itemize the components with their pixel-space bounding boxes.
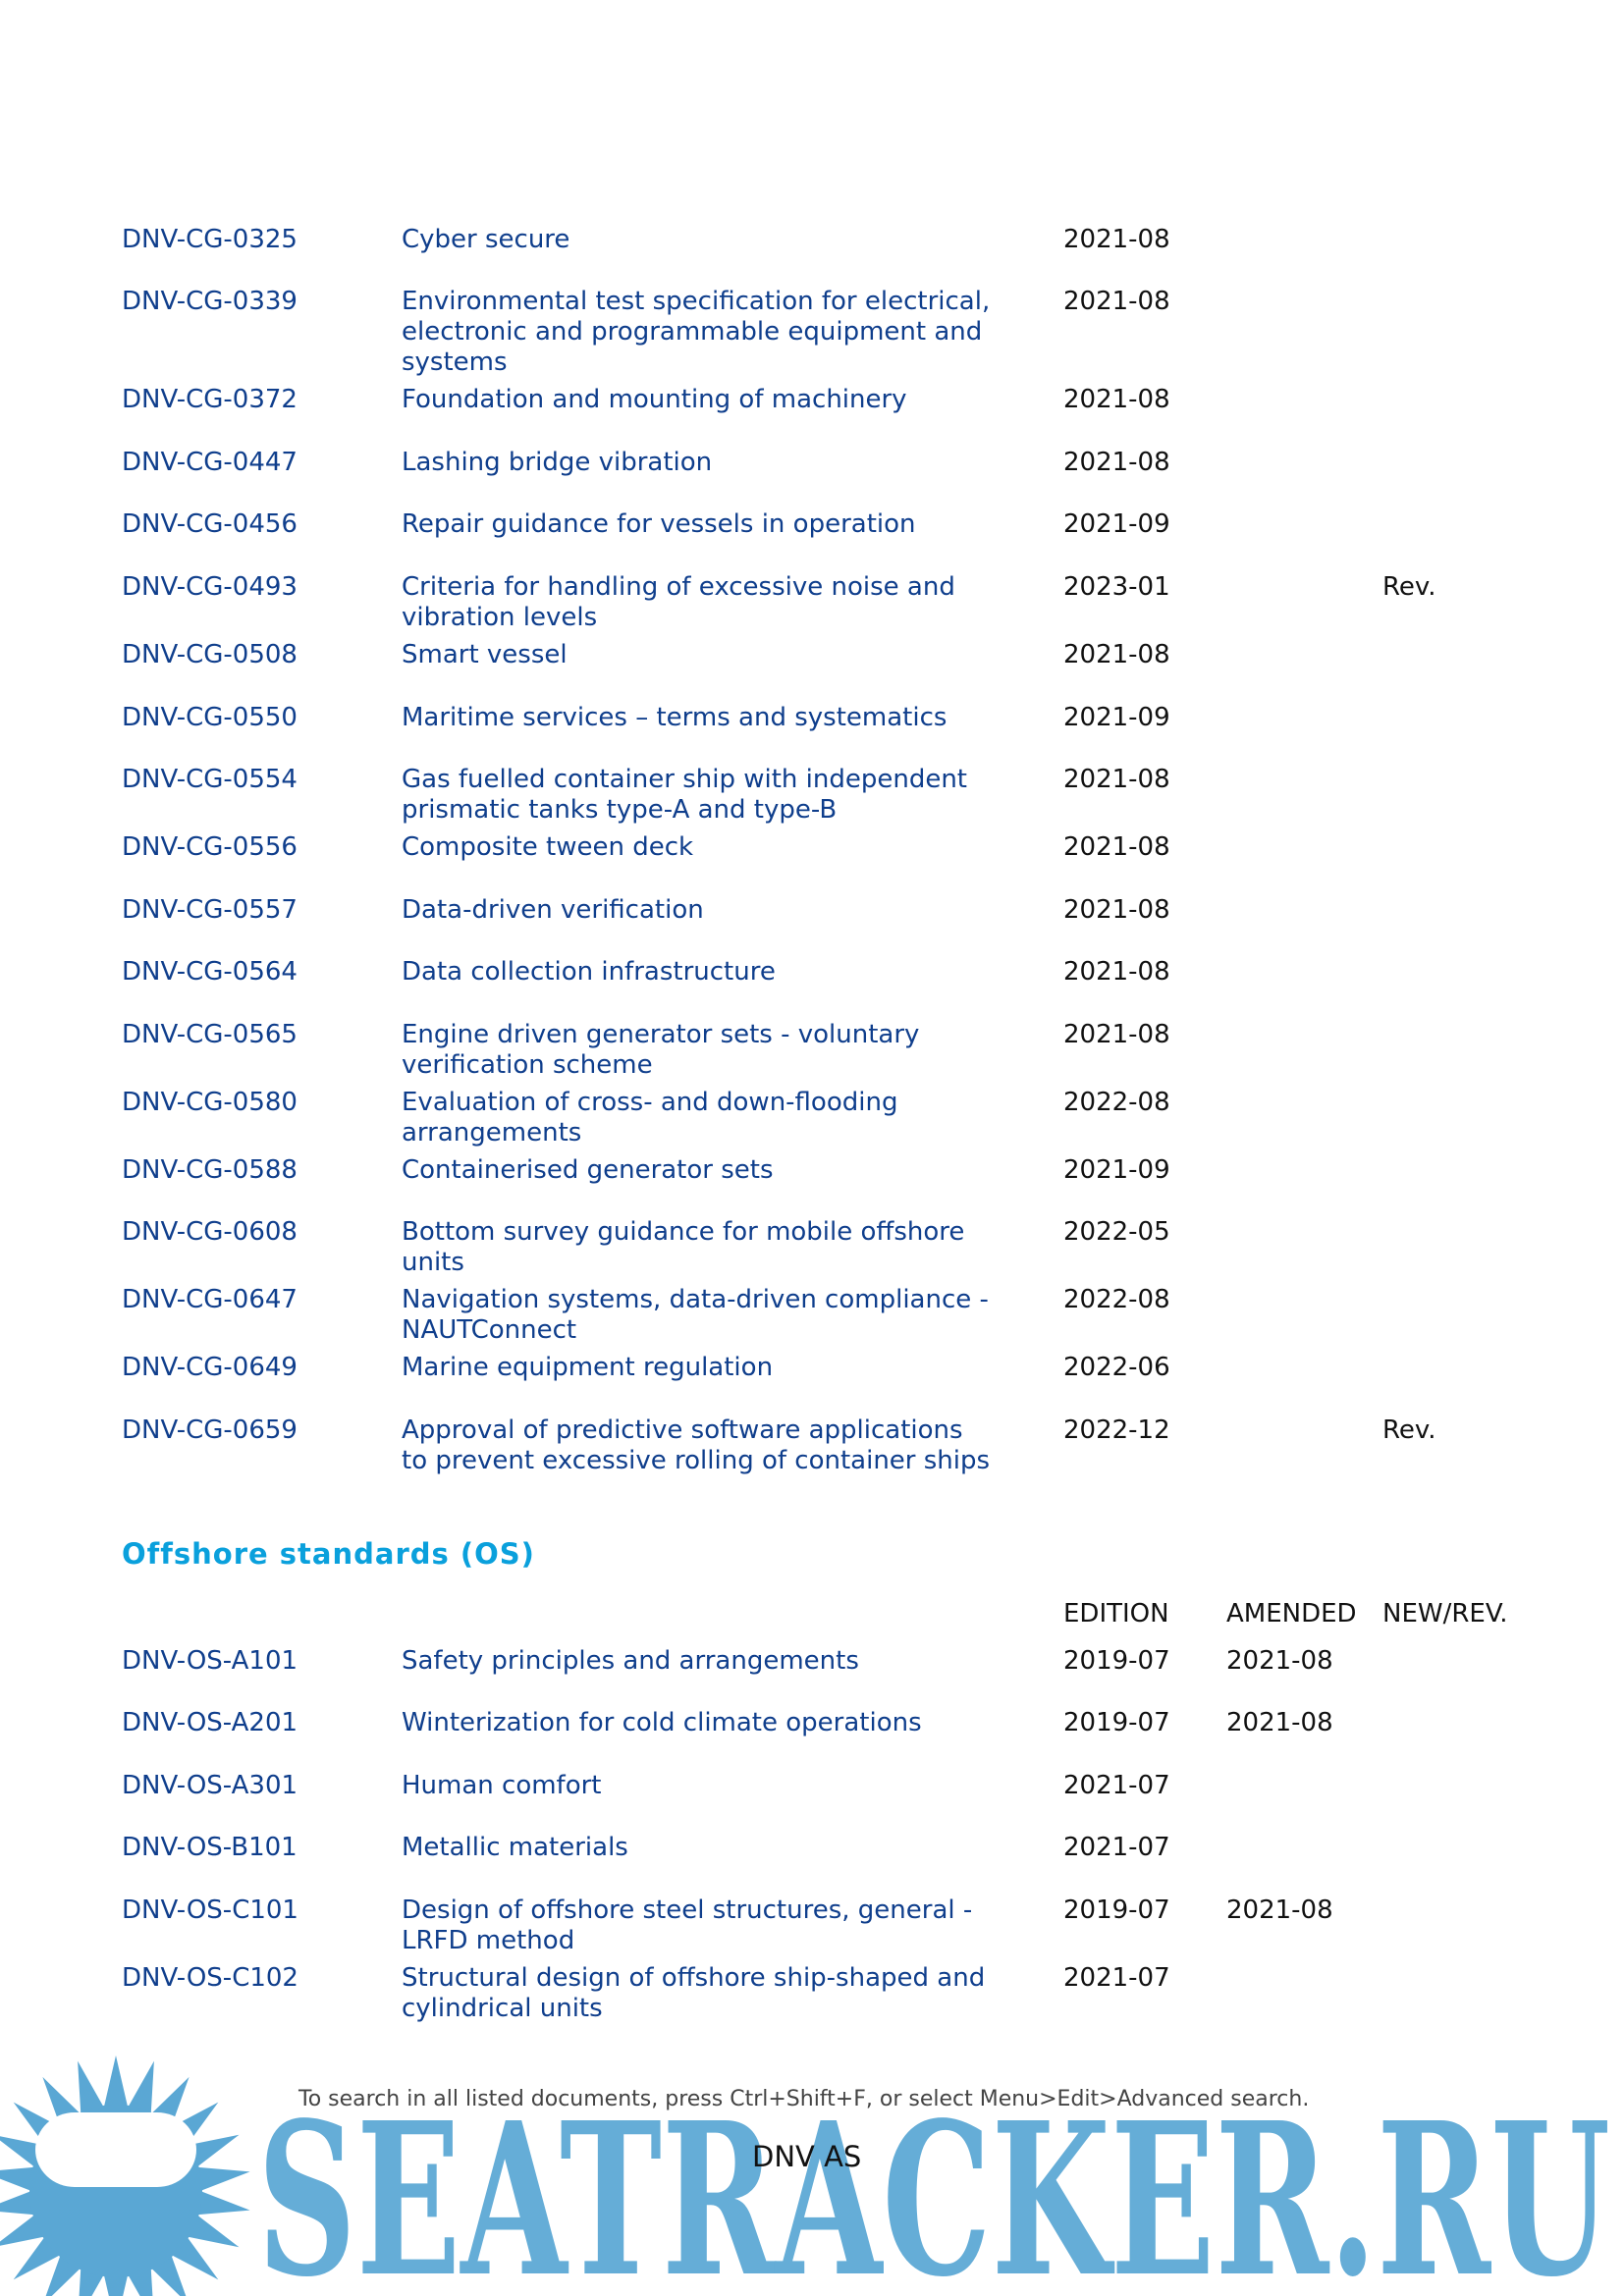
edition-date: 2021-07 bbox=[1063, 1963, 1170, 1993]
document-title-link[interactable]: Maritime services – terms and systematics bbox=[402, 703, 947, 732]
document-title-link[interactable]: Design of offshore steel structures, general - LRFD method bbox=[402, 1896, 973, 1955]
document-code-link[interactable]: DNV-CG-0580 bbox=[122, 1088, 298, 1117]
document-code-link[interactable]: DNV-CG-0339 bbox=[122, 287, 298, 316]
footer-search-hint: To search in all listed documents, press Ctrl+Shift+F, or select Menu>Edit>Advanced search. bbox=[298, 2087, 1310, 2111]
sun-burst-icon bbox=[0, 2056, 250, 2296]
edition-date: 2021-07 bbox=[1063, 1771, 1170, 1800]
document-title-link[interactable]: Winterization for cold climate operations bbox=[402, 1708, 922, 1737]
document-code-link[interactable]: DNV-CG-0588 bbox=[122, 1155, 298, 1185]
edition-date: 2021-08 bbox=[1063, 287, 1170, 316]
document-title-link[interactable]: Evaluation of cross- and down-flooding arrangements bbox=[402, 1088, 898, 1148]
document-code-link[interactable]: DNV-CG-0565 bbox=[122, 1020, 298, 1049]
edition-date: 2022-08 bbox=[1063, 1088, 1170, 1117]
document-code-link[interactable]: DNV-CG-0372 bbox=[122, 385, 298, 414]
document-code-link[interactable]: DNV-OS-A201 bbox=[122, 1708, 298, 1737]
document-code-link[interactable]: DNV-CG-0493 bbox=[122, 572, 298, 602]
document-title-link[interactable]: Gas fuelled container ship with independent prismatic tanks type-A and type-B bbox=[402, 765, 967, 825]
document-title-link[interactable]: Environmental test specification for electrical, electronic and programmable equipment and systems bbox=[402, 287, 991, 377]
edition-date: 2021-09 bbox=[1063, 703, 1170, 732]
document-title-link[interactable]: Navigation systems, data-driven compliance - NAUTConnect bbox=[402, 1285, 989, 1345]
document-title-link[interactable]: Safety principles and arrangements bbox=[402, 1646, 859, 1676]
document-title-link[interactable]: Human comfort bbox=[402, 1771, 602, 1800]
document-code-link[interactable]: DNV-CG-0556 bbox=[122, 832, 298, 862]
document-title-link[interactable]: Criteria for handling of excessive noise and vibration levels bbox=[402, 572, 955, 632]
document-title-link[interactable]: Structural design of offshore ship-shaped and cylindrical units bbox=[402, 1963, 986, 2023]
document-title-link[interactable]: Lashing bridge vibration bbox=[402, 448, 713, 477]
edition-date: 2021-08 bbox=[1063, 765, 1170, 794]
document-title-link[interactable]: Cyber secure bbox=[402, 225, 570, 254]
edition-date: 2021-08 bbox=[1063, 832, 1170, 862]
document-code-link[interactable]: DNV-CG-0554 bbox=[122, 765, 298, 794]
document-code-link[interactable]: DNV-CG-0508 bbox=[122, 640, 298, 669]
edition-date: 2021-08 bbox=[1063, 448, 1170, 477]
edition-date: 2021-08 bbox=[1063, 385, 1170, 414]
document-title-link[interactable]: Data collection infrastructure bbox=[402, 957, 776, 987]
document-title-link[interactable]: Containerised generator sets bbox=[402, 1155, 774, 1185]
section-heading-offshore-standards: Offshore standards (OS) bbox=[122, 1537, 535, 1571]
document-title-link[interactable]: Engine driven generator sets - voluntary verification scheme bbox=[402, 1020, 920, 1080]
watermark-text: SEATRACKER.RU bbox=[257, 2077, 1610, 2296]
edition-date: 2022-12 bbox=[1063, 1415, 1170, 1445]
edition-date: 2021-08 bbox=[1063, 225, 1170, 254]
edition-date: 2019-07 bbox=[1063, 1646, 1170, 1676]
document-code-link[interactable]: DNV-CG-0447 bbox=[122, 448, 298, 477]
amended-date: 2021-08 bbox=[1226, 1708, 1333, 1737]
sun-highlight bbox=[35, 2112, 196, 2187]
document-code-link[interactable]: DNV-CG-0659 bbox=[122, 1415, 298, 1445]
document-title-link[interactable]: Smart vessel bbox=[402, 640, 568, 669]
document-title-link[interactable]: Foundation and mounting of machinery bbox=[402, 385, 907, 414]
edition-date: 2022-06 bbox=[1063, 1353, 1170, 1382]
document-title-link[interactable]: Data-driven verification bbox=[402, 895, 704, 925]
edition-date: 2019-07 bbox=[1063, 1896, 1170, 1925]
edition-date: 2021-07 bbox=[1063, 1833, 1170, 1862]
footer-organization: DNV AS bbox=[752, 2140, 862, 2173]
edition-date: 2021-08 bbox=[1063, 1020, 1170, 1049]
document-code-link[interactable]: DNV-OS-C102 bbox=[122, 1963, 298, 1993]
edition-date: 2021-08 bbox=[1063, 640, 1170, 669]
document-code-link[interactable]: DNV-CG-0325 bbox=[122, 225, 298, 254]
edition-date: 2021-08 bbox=[1063, 895, 1170, 925]
edition-date: 2021-08 bbox=[1063, 957, 1170, 987]
amended-date: 2021-08 bbox=[1226, 1646, 1333, 1676]
edition-date: 2021-09 bbox=[1063, 1155, 1170, 1185]
column-header-new-rev: NEW/REV. bbox=[1382, 1599, 1508, 1629]
new-rev-marker: Rev. bbox=[1382, 1415, 1436, 1445]
document-code-link[interactable]: DNV-CG-0649 bbox=[122, 1353, 298, 1382]
document-code-link[interactable]: DNV-OS-C101 bbox=[122, 1896, 298, 1925]
edition-date: 2022-05 bbox=[1063, 1217, 1170, 1247]
new-rev-marker: Rev. bbox=[1382, 572, 1436, 602]
document-title-link[interactable]: Marine equipment regulation bbox=[402, 1353, 774, 1382]
document-title-link[interactable]: Repair guidance for vessels in operation bbox=[402, 509, 916, 539]
column-header-amended: AMENDED bbox=[1226, 1599, 1357, 1629]
document-code-link[interactable]: DNV-CG-0608 bbox=[122, 1217, 298, 1247]
edition-date: 2022-08 bbox=[1063, 1285, 1170, 1314]
edition-date: 2021-09 bbox=[1063, 509, 1170, 539]
document-title-link[interactable]: Composite tween deck bbox=[402, 832, 694, 862]
column-header-edition: EDITION bbox=[1063, 1599, 1169, 1629]
document-code-link[interactable]: DNV-OS-B101 bbox=[122, 1833, 298, 1862]
edition-date: 2023-01 bbox=[1063, 572, 1170, 602]
document-code-link[interactable]: DNV-OS-A301 bbox=[122, 1771, 298, 1800]
document-title-link[interactable]: Metallic materials bbox=[402, 1833, 628, 1862]
document-code-link[interactable]: DNV-CG-0564 bbox=[122, 957, 298, 987]
document-code-link[interactable]: DNV-CG-0647 bbox=[122, 1285, 298, 1314]
document-code-link[interactable]: DNV-OS-A101 bbox=[122, 1646, 298, 1676]
watermark-logo bbox=[0, 2056, 1624, 2296]
edition-date: 2019-07 bbox=[1063, 1708, 1170, 1737]
document-code-link[interactable]: DNV-CG-0557 bbox=[122, 895, 298, 925]
amended-date: 2021-08 bbox=[1226, 1896, 1333, 1925]
document-code-link[interactable]: DNV-CG-0456 bbox=[122, 509, 298, 539]
document-title-link[interactable]: Approval of predictive software applications to prevent excessive rolling of container ships bbox=[402, 1415, 991, 1475]
document-title-link[interactable]: Bottom survey guidance for mobile offshore units bbox=[402, 1217, 965, 1277]
document-code-link[interactable]: DNV-CG-0550 bbox=[122, 703, 298, 732]
